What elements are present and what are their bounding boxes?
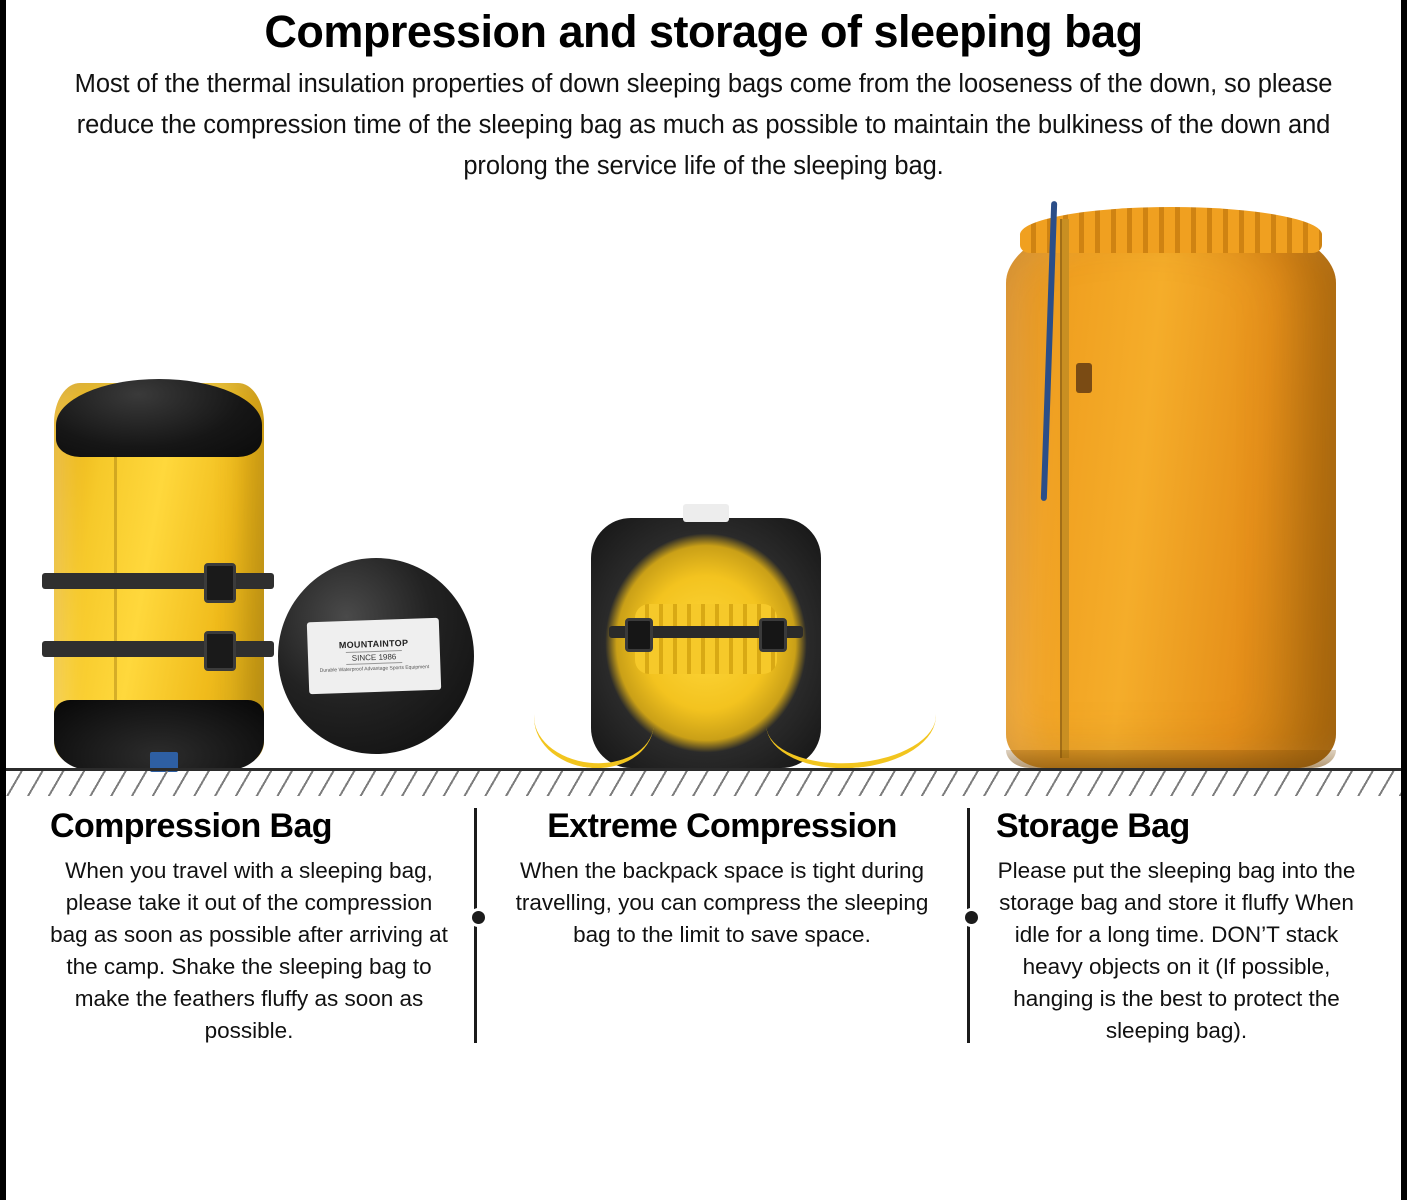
storage-bag-hem: [1006, 750, 1336, 768]
extreme-bag-cinched-fabric: [635, 604, 777, 674]
brand-fine-print: Durable Waterproof Advantage Sports Equipment: [319, 664, 430, 674]
brand-since: SINCE 1986: [346, 650, 403, 665]
divider-dot-2: [962, 908, 981, 927]
bag-end-cap-image: [278, 558, 474, 754]
caption-compression-bag: [34, 804, 464, 1047]
ground-hatching: [6, 771, 1401, 796]
extreme-bag-buckle-left: [625, 618, 653, 652]
column-divider-2: [967, 808, 970, 1043]
caption-columns: [6, 804, 1401, 1047]
storage-bag-image: [1006, 213, 1336, 768]
caption-body-storage: Please put the sleeping bag into the storage bag and store it fluffy When idle for a long time. DON’T stack heavy objects on it (If possible, hanging is the best to protect the sleeping bag).: [997, 858, 1356, 1043]
caption-title-extreme: Extreme Compression: [547, 806, 897, 845]
storage-bag-body: [1006, 213, 1336, 768]
caption-body-extreme: When the backpack space is tight during travelling, you can compress the sleeping bag to the limit to save space.: [515, 858, 929, 947]
caption-title-storage: Storage Bag: [996, 806, 1190, 845]
caption-title-compression: Compression Bag: [50, 806, 332, 845]
compression-strap-lower: [42, 641, 274, 657]
page-title: Compression and storage of sleeping bag: [264, 6, 1143, 57]
caption-storage-bag: [980, 804, 1373, 1047]
caption-body-compression: When you travel with a sleeping bag, please take it out of the compression bag as soon as possible after arriving at the camp. Shake the sleeping bag to make the feathers fluffy as soon as possible.: [50, 858, 448, 1043]
storage-bag-pull-tab: [1076, 363, 1092, 393]
caption-extreme-compression: [487, 804, 957, 1047]
storage-bag-zipper: [1060, 219, 1069, 758]
compression-buckle-lower: [204, 631, 236, 671]
compression-strap-upper: [42, 573, 274, 589]
extreme-bag-top-tab: [683, 504, 729, 522]
header-section: [6, 0, 1401, 188]
product-illustration: [6, 206, 1401, 796]
ground-line: [6, 768, 1401, 796]
brand-name: MOUNTAINTOP: [338, 637, 409, 651]
extreme-bag-buckle-right: [759, 618, 787, 652]
compression-buckle-upper: [204, 563, 236, 603]
brand-label: [307, 617, 441, 694]
intro-paragraph: Most of the thermal insulation properties of down sleeping bags come from the looseness of the down, so please reduce the compression time of the sleeping bag as much as possible to maintain the bulkiness of the down and prolong the service life of the sleeping bag.: [74, 69, 1333, 181]
compression-bag-image: [54, 383, 264, 768]
divider-dot-1: [469, 908, 488, 927]
column-divider-1: [474, 808, 477, 1043]
